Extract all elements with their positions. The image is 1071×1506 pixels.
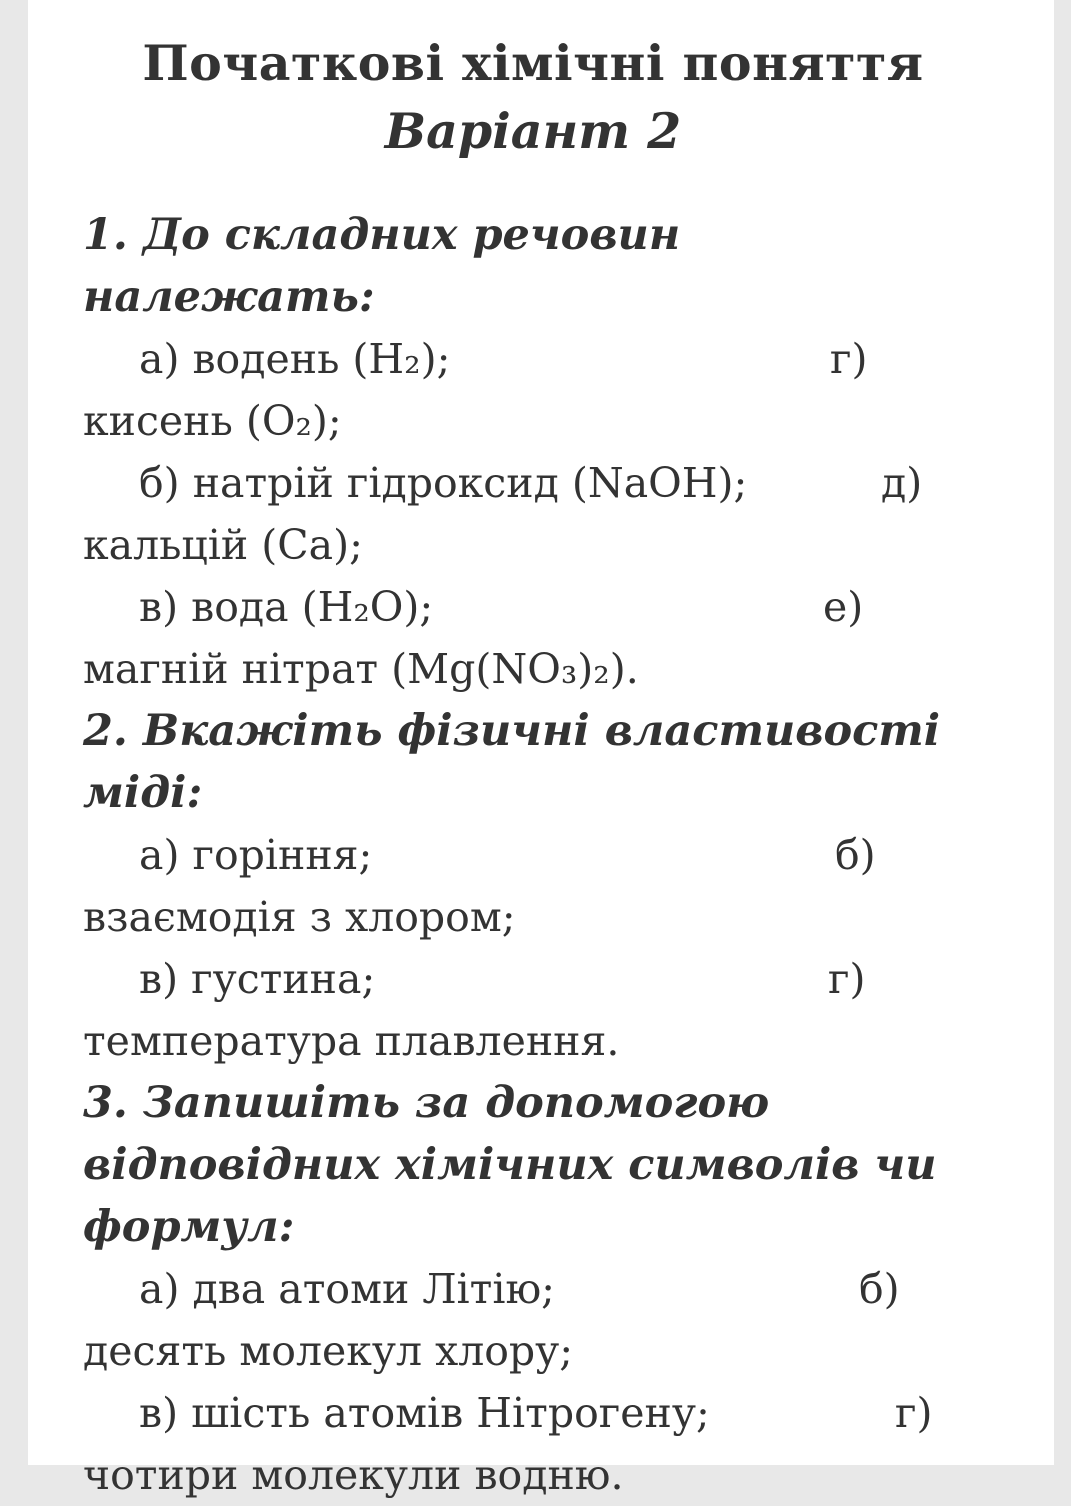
- option-b-text: взаємодія з хлором;: [83, 893, 516, 941]
- option-e-letter: д): [881, 459, 923, 507]
- option-row: [83, 452, 983, 514]
- option-c: в) шість атомів Нітрогену;: [139, 1389, 710, 1437]
- option-f-text: магній нітрат (Mg(NO₃)₂).: [83, 645, 639, 693]
- option-d-letter: г): [828, 955, 866, 1003]
- option-d-text: чотири молекули водню.: [83, 1451, 624, 1499]
- option-row: [83, 576, 983, 638]
- option-a: а) два атоми Літію;: [139, 1265, 555, 1313]
- document-body: [83, 30, 983, 1506]
- option-d-letter: г): [895, 1389, 933, 1437]
- option-c: в) густина;: [139, 955, 376, 1003]
- question-3-heading-line: формул:: [83, 1202, 295, 1252]
- option-f-letter: е): [823, 583, 864, 631]
- option-d-letter: г): [830, 335, 868, 383]
- option-b-letter: б): [859, 1265, 900, 1313]
- option-row: [83, 328, 983, 390]
- option-d-text: температура плавлення.: [83, 1017, 620, 1065]
- option-b-letter: б): [835, 831, 876, 879]
- option-c: в) вода (H₂O);: [139, 583, 434, 631]
- question-2-heading-line: 2. Вкажіть фізичні властивості: [83, 706, 941, 756]
- option-d-text: кисень (O₂);: [83, 397, 342, 445]
- question-3-heading-line: відповідних хімічних символів чи: [83, 1140, 937, 1190]
- option-row: [83, 1258, 983, 1320]
- question-3: [83, 1072, 983, 1506]
- option-row: [83, 1382, 983, 1444]
- option-b: б) натрій гідроксид (NaOH);: [139, 459, 748, 507]
- option-row: [83, 824, 983, 886]
- option-a: а) горіння;: [139, 831, 373, 879]
- page-title: Початкові хімічні поняття: [142, 34, 924, 92]
- document-page: [28, 0, 1054, 1499]
- option-a: а) водень (H₂);: [139, 335, 451, 383]
- question-1-heading: 1. До складних речовин належать:: [83, 210, 681, 322]
- question-3-heading-line: 3. Запишіть за допомогою: [83, 1078, 770, 1128]
- option-row: [83, 948, 983, 1010]
- option-e-text: кальцій (Ca);: [83, 521, 363, 569]
- question-2-heading-line: міді:: [83, 768, 203, 818]
- variant-subtitle: Варіант 2: [384, 102, 682, 160]
- option-b-text: десять молекул хлору;: [83, 1327, 574, 1375]
- question-1: [83, 204, 983, 700]
- question-2: [83, 700, 983, 1072]
